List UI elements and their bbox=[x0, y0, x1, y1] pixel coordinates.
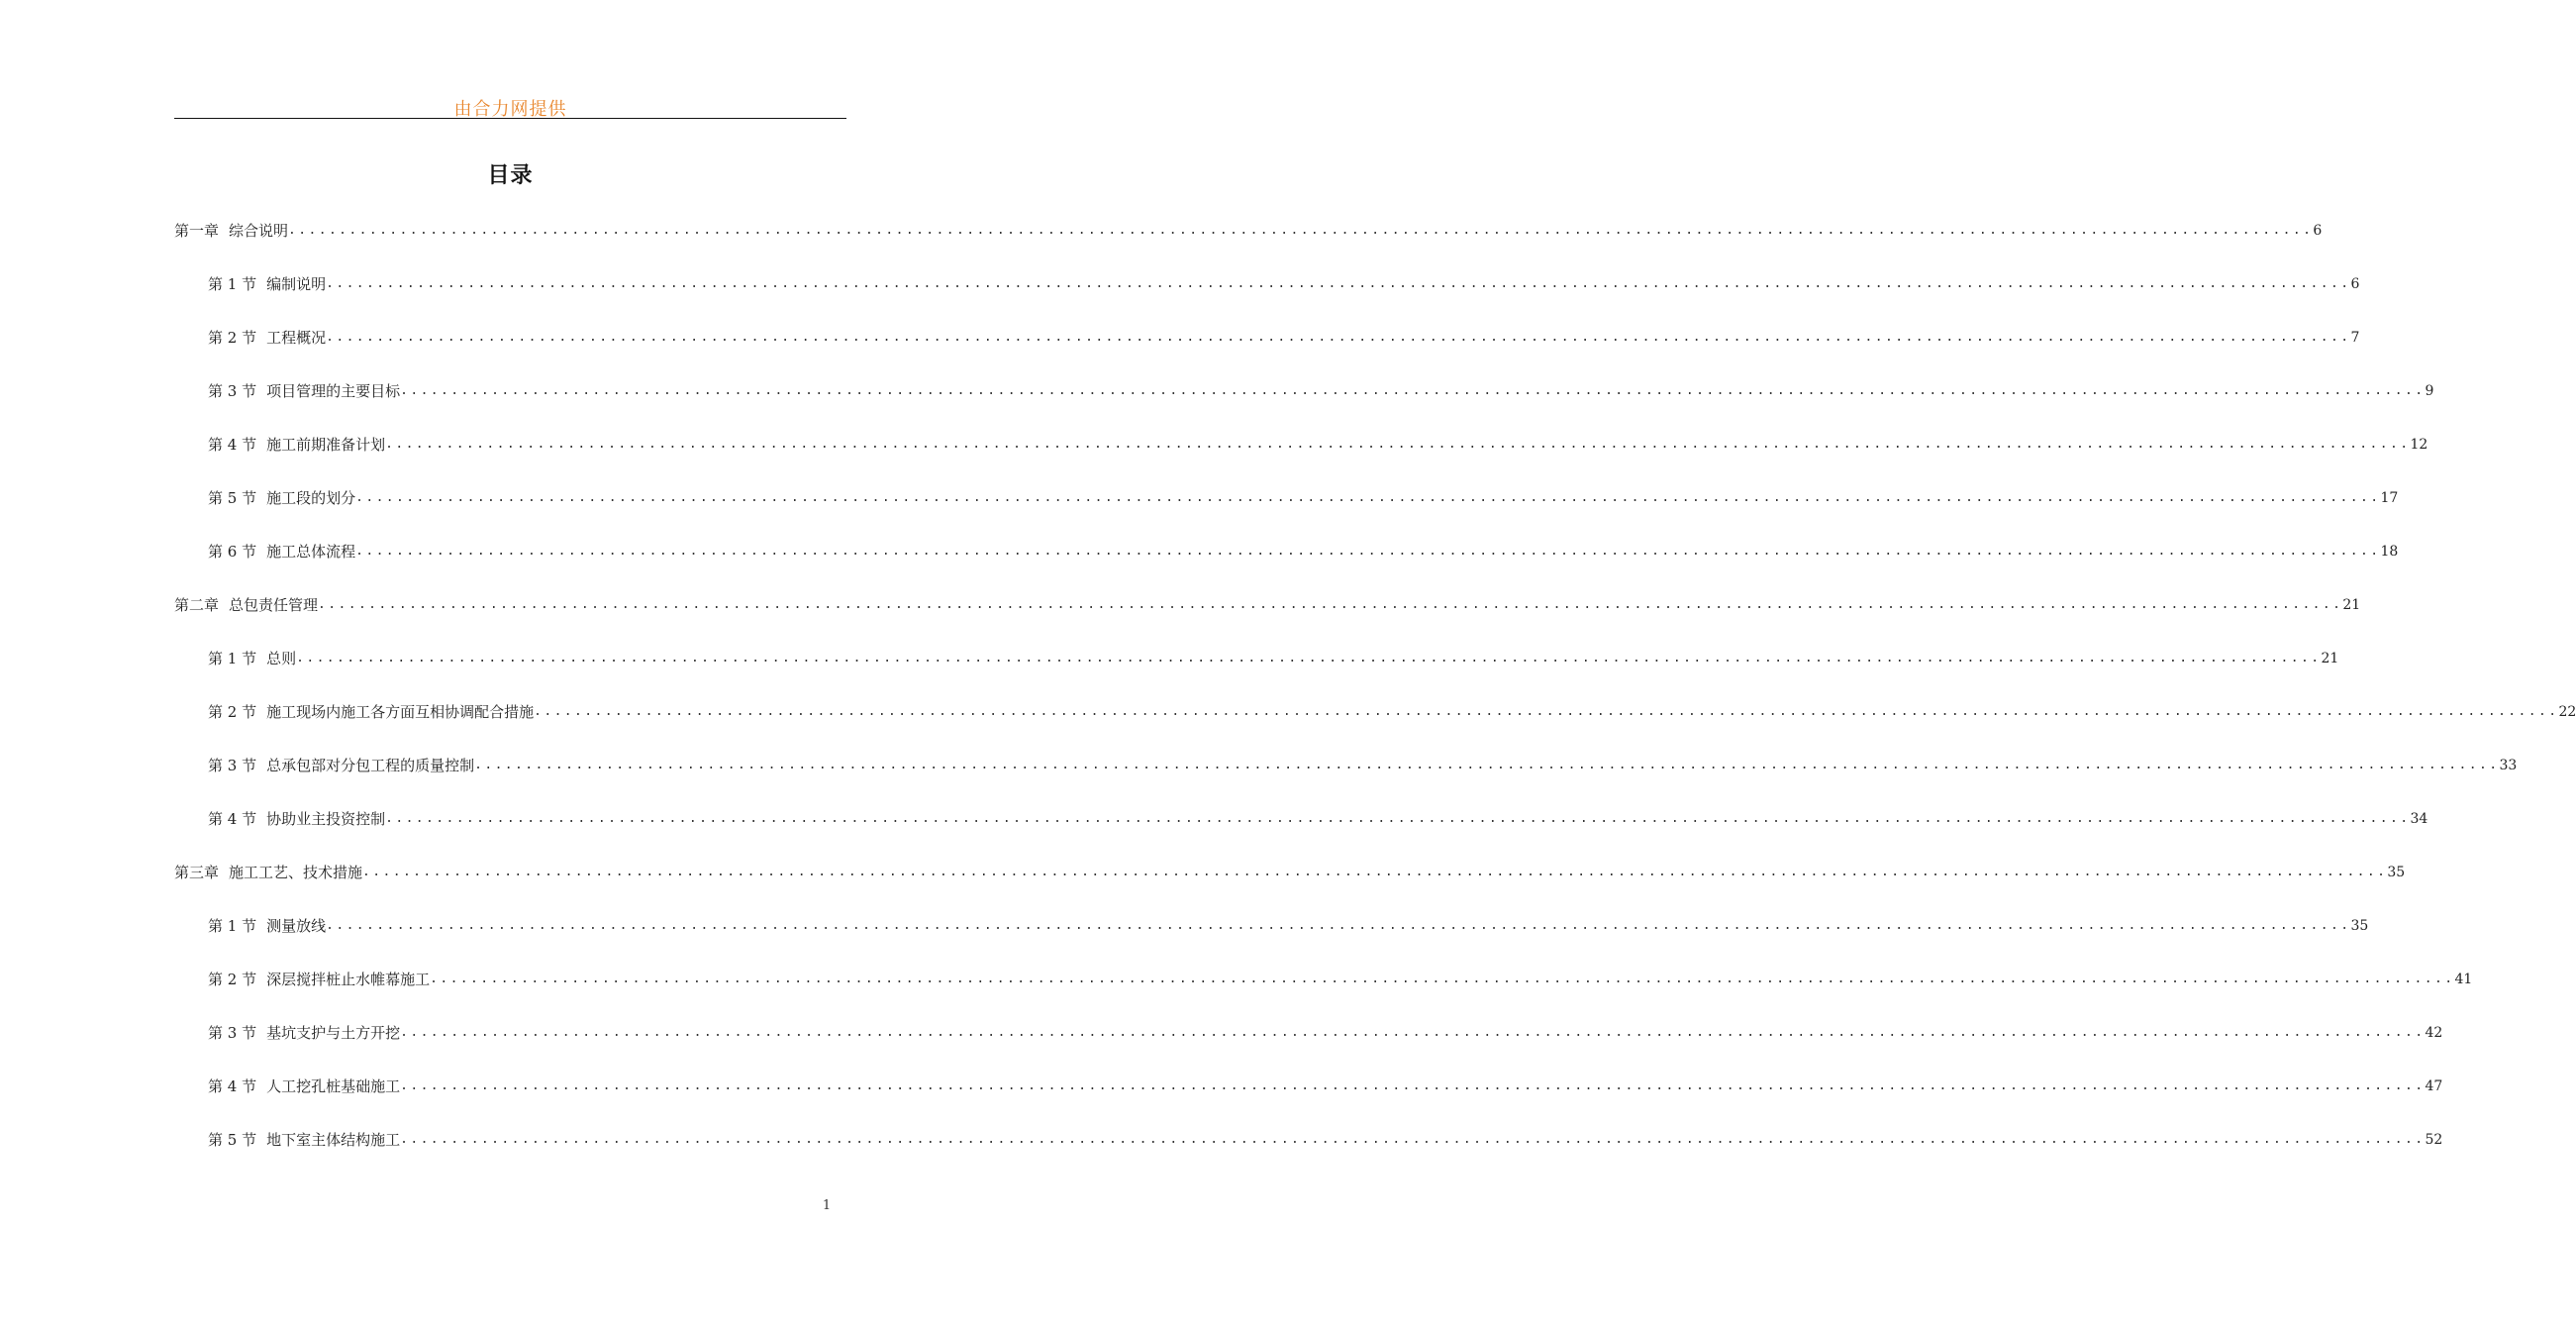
toc-entry-number: 第 5 节 bbox=[208, 1131, 257, 1149]
toc-entry-number: 第三章 bbox=[174, 864, 220, 881]
toc-chapter-entry[interactable] bbox=[174, 860, 2406, 913]
toc-entry-number: 第 4 节 bbox=[208, 436, 257, 454]
toc-section-entry[interactable] bbox=[174, 699, 2576, 753]
toc-entry-page: 35 bbox=[2387, 865, 2406, 880]
toc-section-entry[interactable] bbox=[174, 753, 2518, 806]
toc-section-entry[interactable] bbox=[174, 271, 2360, 325]
toc-entry-page: 18 bbox=[2380, 544, 2399, 560]
toc-entry-title: 深层搅拌桩止水帷幕施工 bbox=[266, 971, 431, 988]
toc-leader-dots: ........................................................................................................................................................................................................ bbox=[430, 972, 2455, 986]
toc-chapter-entry[interactable] bbox=[174, 592, 2361, 646]
toc-entry-number: 第 2 节 bbox=[208, 329, 257, 347]
toc-entry-page: 9 bbox=[2425, 383, 2434, 399]
toc-entry-title: 地下室主体结构施工 bbox=[266, 1131, 401, 1149]
toc-entry-label bbox=[208, 378, 400, 404]
toc-entry-page: 42 bbox=[2425, 1025, 2443, 1041]
toc-section-entry[interactable] bbox=[174, 967, 2473, 1020]
toc-leader-dots: ........................................................................................................................................................................................................ bbox=[385, 811, 2411, 826]
toc-leader-dots: ........................................................................................................................................................................................................ bbox=[318, 597, 2343, 612]
page-number: 1 bbox=[822, 1198, 832, 1213]
toc-title: 目录 bbox=[487, 163, 534, 188]
toc-entry-page: 21 bbox=[2321, 651, 2339, 666]
toc-entry-page: 6 bbox=[2313, 223, 2323, 239]
toc-leader-dots: ........................................................................................................................................................................................................ bbox=[326, 276, 2351, 291]
toc-entry-number: 第 3 节 bbox=[208, 382, 257, 400]
toc-section-entry[interactable] bbox=[174, 539, 2399, 592]
toc-leader-dots: ........................................................................................................................................................................................................ bbox=[296, 651, 2322, 666]
toc-entry-title: 总则 bbox=[266, 650, 297, 667]
table-of-contents bbox=[174, 218, 2576, 1180]
toc-entry-label bbox=[208, 539, 355, 564]
toc-entry-page: 41 bbox=[2454, 972, 2473, 987]
toc-section-entry[interactable] bbox=[174, 1074, 2443, 1127]
toc-entry-number: 第 2 节 bbox=[208, 703, 257, 721]
toc-entry-label bbox=[208, 271, 326, 297]
toc-entry-number: 第 1 节 bbox=[208, 917, 257, 935]
toc-leader-dots: ........................................................................................................................................................................................................ bbox=[355, 490, 2381, 505]
toc-entry-label bbox=[208, 485, 355, 511]
toc-leader-dots: ........................................................................................................................................................................................................ bbox=[362, 865, 2388, 879]
toc-entry-label bbox=[208, 753, 474, 778]
toc-entry-label bbox=[174, 218, 288, 244]
toc-entry-title: 测量放线 bbox=[266, 917, 327, 935]
toc-entry-title: 总包责任管理 bbox=[229, 596, 319, 614]
toc-entry-number: 第二章 bbox=[174, 596, 220, 614]
toc-chapter-entry[interactable] bbox=[174, 218, 2323, 271]
toc-leader-dots: ........................................................................................................................................................................................................ bbox=[474, 758, 2500, 772]
toc-entry-title: 施工段的划分 bbox=[266, 489, 356, 507]
toc-entry-title: 协助业主投资控制 bbox=[266, 810, 386, 828]
toc-entry-number: 第一章 bbox=[174, 222, 220, 240]
toc-leader-dots: ........................................................................................................................................................................................................ bbox=[355, 544, 2381, 559]
toc-entry-number: 第 4 节 bbox=[208, 810, 257, 828]
toc-entry-label bbox=[174, 860, 362, 885]
toc-leader-dots: ........................................................................................................................................................................................................ bbox=[326, 330, 2351, 345]
toc-section-entry[interactable] bbox=[174, 325, 2360, 378]
toc-entry-label bbox=[208, 699, 534, 725]
toc-entry-number: 第 2 节 bbox=[208, 971, 257, 988]
toc-entry-label bbox=[208, 432, 385, 458]
toc-entry-number: 第 5 节 bbox=[208, 489, 257, 507]
toc-section-entry[interactable] bbox=[174, 485, 2399, 539]
toc-entry-label bbox=[208, 1127, 400, 1153]
toc-entry-number: 第 1 节 bbox=[208, 275, 257, 293]
toc-leader-dots: ........................................................................................................................................................................................................ bbox=[400, 1078, 2426, 1093]
toc-entry-page: 7 bbox=[2350, 330, 2360, 346]
toc-section-entry[interactable] bbox=[174, 1127, 2443, 1180]
toc-entry-label bbox=[174, 592, 318, 618]
toc-entry-number: 第 1 节 bbox=[208, 650, 257, 667]
toc-entry-title: 工程概况 bbox=[266, 329, 327, 347]
toc-entry-page: 35 bbox=[2350, 918, 2369, 934]
toc-leader-dots: ........................................................................................................................................................................................................ bbox=[385, 437, 2411, 452]
toc-entry-page: 33 bbox=[2499, 758, 2518, 773]
toc-entry-page: 12 bbox=[2410, 437, 2428, 453]
toc-entry-page: 22 bbox=[2558, 704, 2576, 720]
toc-entry-title: 基坑支护与土方开挖 bbox=[266, 1024, 401, 1042]
toc-section-entry[interactable] bbox=[174, 913, 2369, 967]
toc-section-entry[interactable] bbox=[174, 378, 2434, 432]
toc-entry-page: 52 bbox=[2425, 1132, 2443, 1148]
toc-entry-page: 6 bbox=[2350, 276, 2360, 292]
toc-section-entry[interactable] bbox=[174, 1020, 2443, 1074]
toc-entry-title: 综合说明 bbox=[229, 222, 289, 240]
toc-entry-title: 项目管理的主要目标 bbox=[266, 382, 401, 400]
toc-entry-title: 施工总体流程 bbox=[266, 543, 356, 561]
toc-entry-title: 编制说明 bbox=[266, 275, 327, 293]
toc-entry-number: 第 3 节 bbox=[208, 1024, 257, 1042]
toc-entry-title: 人工挖孔桩基础施工 bbox=[266, 1077, 401, 1095]
toc-entry-title: 总承包部对分包工程的质量控制 bbox=[266, 757, 475, 774]
toc-entry-label bbox=[208, 1074, 400, 1099]
toc-entry-label bbox=[208, 967, 430, 992]
toc-entry-label bbox=[208, 806, 385, 832]
header-rule bbox=[174, 118, 846, 119]
toc-entry-title: 施工工艺、技术措施 bbox=[229, 864, 363, 881]
toc-leader-dots: ........................................................................................................................................................................................................ bbox=[400, 383, 2426, 398]
toc-section-entry[interactable] bbox=[174, 432, 2428, 485]
toc-entry-label bbox=[208, 325, 326, 351]
toc-leader-dots: ........................................................................................................................................................................................................ bbox=[400, 1025, 2426, 1040]
toc-entry-title: 施工前期准备计划 bbox=[266, 436, 386, 454]
toc-leader-dots: ........................................................................................................................................................................................................ bbox=[534, 704, 2559, 719]
toc-entry-label bbox=[208, 1020, 400, 1046]
toc-entry-number: 第 6 节 bbox=[208, 543, 257, 561]
toc-leader-dots: ........................................................................................................................................................................................................ bbox=[326, 918, 2351, 933]
toc-entry-page: 17 bbox=[2380, 490, 2399, 506]
toc-entry-title: 施工现场内施工各方面互相协调配合措施 bbox=[266, 703, 535, 721]
toc-entry-page: 47 bbox=[2425, 1078, 2443, 1094]
toc-entry-number: 第 4 节 bbox=[208, 1077, 257, 1095]
toc-leader-dots: ........................................................................................................................................................................................................ bbox=[400, 1132, 2426, 1147]
toc-section-entry[interactable] bbox=[174, 806, 2428, 860]
toc-entry-page: 34 bbox=[2410, 811, 2428, 827]
toc-entry-page: 21 bbox=[2342, 597, 2361, 613]
toc-entry-number: 第 3 节 bbox=[208, 757, 257, 774]
header-provider-text: 由合力网提供 bbox=[453, 99, 567, 120]
toc-entry-label bbox=[208, 913, 326, 939]
toc-leader-dots: ........................................................................................................................................................................................................ bbox=[288, 223, 2314, 238]
toc-section-entry[interactable] bbox=[174, 646, 2339, 699]
toc-entry-label bbox=[208, 646, 296, 671]
